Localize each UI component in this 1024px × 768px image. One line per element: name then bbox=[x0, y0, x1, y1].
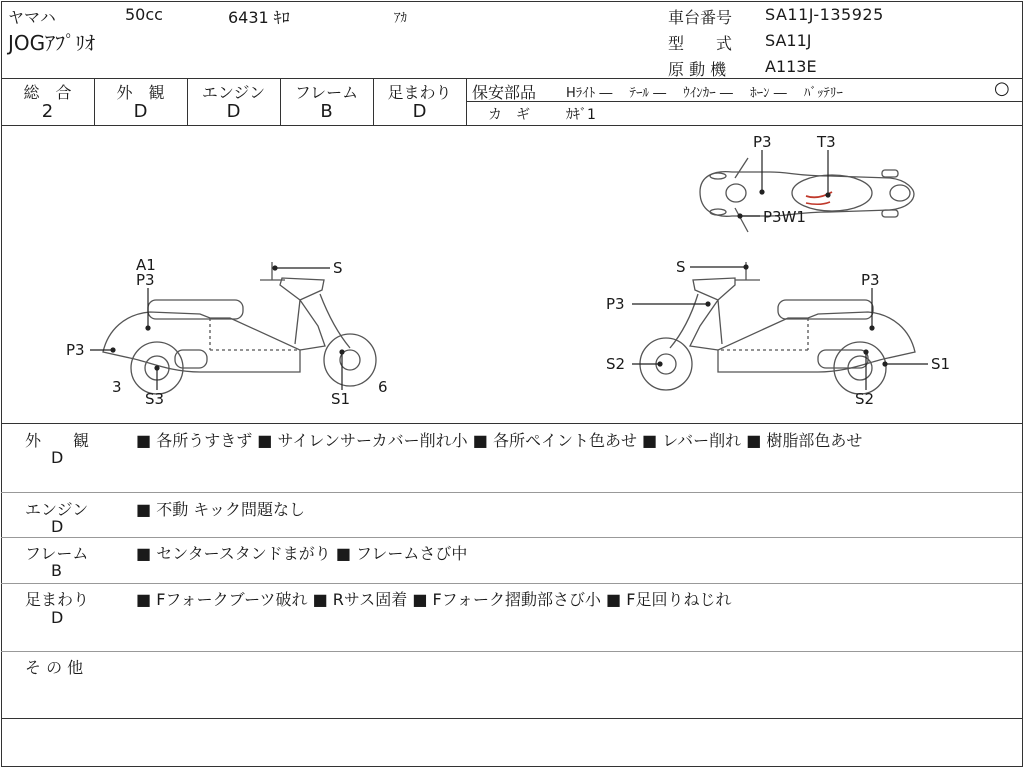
section-label: エンジン bbox=[25, 500, 89, 519]
section-notes: ■ 不動 キック問題なし bbox=[136, 500, 305, 519]
grade-value: D bbox=[133, 101, 148, 122]
section-label: 外 観 bbox=[25, 431, 90, 450]
color: ｱｶ bbox=[394, 11, 407, 26]
section-label: フレーム bbox=[25, 544, 89, 563]
grade-value: D bbox=[226, 101, 241, 122]
grade-label: エンジン bbox=[201, 83, 266, 102]
engine-value: A113E bbox=[765, 57, 817, 76]
divider bbox=[1, 651, 1022, 652]
engine-label: 原 動 機 bbox=[668, 60, 727, 79]
label-left-a1: A1 bbox=[136, 256, 156, 274]
label-left-s: S bbox=[333, 259, 343, 277]
damage-diagram bbox=[0, 126, 1024, 423]
divider bbox=[1, 583, 1022, 584]
key-label: カ ギ bbox=[488, 107, 530, 123]
divider bbox=[1, 537, 1022, 538]
label-right-p3a: P3 bbox=[606, 295, 625, 313]
displacement: 50cc bbox=[125, 5, 163, 24]
divider bbox=[1, 492, 1022, 493]
label-right-s1: S1 bbox=[931, 355, 951, 373]
divider bbox=[1, 423, 1022, 424]
section-grade: D bbox=[51, 608, 64, 627]
chassis-label: 車台番号 bbox=[668, 8, 733, 27]
safety-label: 保安部品 bbox=[472, 83, 537, 102]
type-value: SA11J bbox=[765, 31, 812, 50]
chassis-number: SA11J-135925 bbox=[765, 5, 884, 24]
section-notes: ■ 各所うすきず ■ サイレンサーカバー削れ小 ■ 各所ペイント色あせ ■ レバー削れ ■ 樹脂部色あせ bbox=[136, 431, 863, 450]
grade-label: 外 観 bbox=[116, 83, 165, 102]
section-notes: ■ センタースタンドまがり ■ フレームさび中 bbox=[136, 544, 468, 563]
divider bbox=[1, 718, 1022, 719]
section-grade: D bbox=[51, 517, 64, 536]
label-top-p3: P3 bbox=[753, 133, 772, 151]
mileage: 6431 ｷﾛ bbox=[228, 8, 290, 27]
type-label: 型 式 bbox=[668, 34, 733, 53]
label-left-p3b: P3 bbox=[66, 341, 85, 359]
grade-value: 2 bbox=[41, 101, 54, 122]
section-grade: D bbox=[51, 448, 64, 467]
section-label: 足まわり bbox=[25, 590, 90, 609]
key-value: ｶｷﾞ1 bbox=[566, 107, 596, 123]
grade-label: 総 合 bbox=[23, 83, 72, 102]
label-left-3: 3 bbox=[112, 378, 122, 396]
label-left-p3a: P3 bbox=[136, 271, 155, 289]
grade-value: D bbox=[412, 101, 427, 122]
label-right-s2b: S2 bbox=[855, 390, 875, 408]
model-name: JOGｱﾌﾟﾘｵ bbox=[8, 31, 96, 55]
top-view-scooter bbox=[700, 158, 914, 232]
divider bbox=[466, 101, 1022, 102]
maker: ヤマハ bbox=[8, 8, 56, 27]
label-top-p3w1: P3W1 bbox=[763, 208, 806, 226]
label-right-p3b: P3 bbox=[861, 271, 880, 289]
grade-label: フレーム bbox=[294, 83, 359, 102]
label-right-s: S bbox=[676, 258, 686, 276]
grade-value: B bbox=[320, 101, 333, 122]
section-grade: B bbox=[51, 561, 62, 580]
section-notes: ■ Fフォークブーツ破れ ■ Rサス固着 ■ Fフォーク摺動部さび小 ■ F足回りねじれ bbox=[136, 590, 732, 609]
safety-items: Hﾗｲﾄ ― ﾃｰﾙ ― ｳｲﾝｶｰ ― ﾎｰﾝ ― ﾊﾞｯﾃﾘｰ bbox=[566, 86, 843, 101]
label-left-s3: S3 bbox=[145, 390, 165, 408]
divider bbox=[1, 78, 1022, 79]
battery-ok-mark: ○ bbox=[994, 78, 1010, 99]
label-left-6: 6 bbox=[378, 378, 388, 396]
divider bbox=[466, 78, 467, 125]
label-top-t3: T3 bbox=[817, 133, 836, 151]
section-label: そ の 他 bbox=[25, 658, 84, 677]
label-right-s2a: S2 bbox=[606, 355, 626, 373]
grade-label: 足まわり bbox=[387, 83, 452, 102]
label-left-s1: S1 bbox=[331, 390, 351, 408]
